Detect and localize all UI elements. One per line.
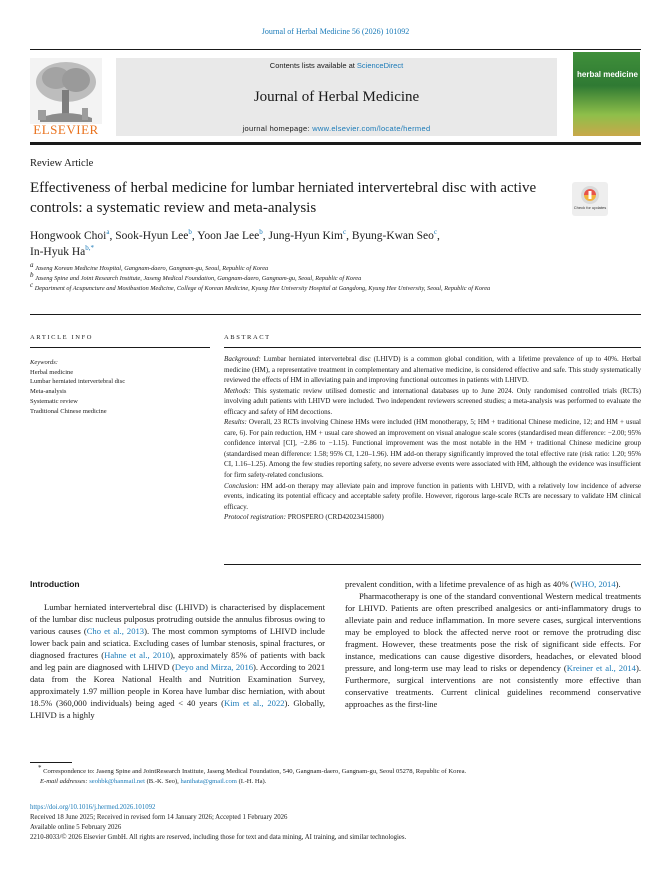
email-owner: (I.-H. Ha). xyxy=(238,777,267,785)
email-link[interactable]: hanihata@gmail.com xyxy=(180,777,237,785)
email-label: E-mail addresses: xyxy=(40,777,88,785)
affiliation-marker: c xyxy=(30,280,34,289)
email-link[interactable]: seohbk@hanmail.net xyxy=(89,777,145,785)
keywords-label: Keywords: xyxy=(30,359,58,366)
contents-line xyxy=(116,61,557,70)
cover-title: herbal medicine xyxy=(577,70,638,79)
keyword-item: Herbal medicine xyxy=(30,368,74,376)
body-text: Lumbar herniated intervertebral disc (LHIVD) is characterised by displacement of the lumbar disc nucleus pulposus protruding outside the annulus fibrosus owing to various causes ( xyxy=(30,602,325,637)
article-title: Effectiveness of herbal medicine for lumbar herniated intervertebral disc with active controls: a systematic review and meta-analysis xyxy=(30,180,537,216)
affiliation-list xyxy=(30,260,570,294)
author-name[interactable]: In-Hyuk Ha xyxy=(30,245,86,258)
journal-homepage-link[interactable]: www.elsevier.com/locate/hermed xyxy=(312,124,431,133)
affiliation-marker: a xyxy=(30,260,34,269)
correspondence-footnote xyxy=(30,763,641,786)
affiliation-text: Department of Acupuncture and Moxibustion Medicine, College of Korean Medicine, Kyung Hee University Hospital at Gangdong, Kyung Hee University, Seoul, Republic of Korea xyxy=(34,285,491,292)
abstract-section-label: Results: xyxy=(224,418,247,427)
correspondence-line xyxy=(30,763,641,777)
journal-cover-image[interactable] xyxy=(573,52,640,136)
body-column-left xyxy=(30,601,325,721)
body-text: prevalent condition, with a lifetime prevalence of as high as 40% ( xyxy=(345,579,574,589)
affiliation-divider xyxy=(30,314,641,315)
publication-metadata xyxy=(30,803,641,843)
author-name[interactable]: Hongwook Choi xyxy=(30,230,107,242)
affiliation-text: Jaseng Korean Medicine Hospital, Gangnam-daero, Gangnam-gu, Seoul, Republic of Korea xyxy=(35,265,269,272)
citation-link[interactable]: WHO, 2014 xyxy=(573,579,616,589)
body-text: ). Globally, LHIVD is a highly xyxy=(30,698,325,721)
copyright-notice: 2210-8033/© 2026 Elsevier GmbH. All rights are reserved, including those for text and data mining, AI training, and similar technologies. xyxy=(30,834,407,841)
homepage-prefix: journal homepage: xyxy=(242,124,313,133)
body-text: ). According to 2021 data from the Korea National Health and Nutrition Examination Survey, approximately 1.97 million people in Korea have lumbar disc herniation, with about 18.5% (360,000 individuals) being aged < 40 years ( xyxy=(30,662,326,709)
citation-link[interactable]: Deyo and Mirza, 2016 xyxy=(174,662,254,673)
body-text: ), approximately 85% of patients with back and leg pain are diagnosed with LHIVD ( xyxy=(30,650,326,673)
homepage-line xyxy=(116,124,557,133)
abstract-results xyxy=(224,417,641,480)
intro-paragraph-1 xyxy=(30,601,325,721)
abstract-section-text: Overall, 23 RCTs involving Chinese HMs were included (HM monotherapy, 5; HM + traditional Chinese medicine, 12; and HM + usual care, 6). For pain reduction, HM + usual care showed an improvement on visual analogue scale scores (standardised mean difference: −2.00; 95% confidence interval [CI], −2.86 to −1.15). Functional improvement was the most notable in the HM + traditional Chinese medicine group (standardised mean difference: 1.58; 95% CI, 1.20–1.96). HM add-on therapy significantly improved the total effective rate (risk ratio: 1.20; 95% CI, 1.16–1.25). Among the few studies reporting safety, no severe adverse events were associated with HM, although the evidence was insufficient for firm safety-related conclusions. xyxy=(224,418,641,480)
body-text: ). xyxy=(615,579,621,589)
citation-link[interactable]: Hahne et al., 2010 xyxy=(104,650,171,661)
author-affil-sup[interactable]: b xyxy=(188,228,192,237)
footnote-marker: * xyxy=(38,763,42,772)
keyword-item: Meta-analysis xyxy=(30,388,67,396)
crossmark-label: Check for updates xyxy=(573,205,607,210)
citation-link[interactable]: Kreiner et al., 2014 xyxy=(566,663,636,674)
abstract-methods xyxy=(224,386,641,418)
abstract-end-divider xyxy=(224,564,641,565)
affiliation-item xyxy=(30,270,570,284)
author-affil-sup[interactable]: a xyxy=(106,228,110,237)
author-name[interactable]: Jung-Hyun Kim xyxy=(268,230,343,242)
body-text: ). The most common symptoms of LHIVD include lower back pain and sciatica. Excluding cases of lumbar stenosis, spinal fractures, or diagnosed fractures ( xyxy=(30,626,325,661)
citation-link[interactable]: Cho et al., 2013 xyxy=(86,626,145,637)
author-list: Hongwook Choi$^a$, Sook-Hyun Lee$^b$, Yoon Jae Lee$^b$, Jung-Hyun Kim$^c$, Byung-Kwan Seo$^c$, In-Hyuk $Ha^{b,*}$ xyxy=(30,228,440,258)
intro-paragraph-2 xyxy=(345,590,641,710)
contents-prefix: Contents lists available at xyxy=(269,61,357,70)
elsevier-wordmark: ELSEVIER xyxy=(33,122,99,137)
article-type: Review Article xyxy=(30,158,94,169)
article-info-heading: ARTICLE INFO xyxy=(30,334,94,341)
footnote-divider xyxy=(30,762,72,763)
keyword-item: Traditional Chinese medicine xyxy=(30,407,107,415)
author-affil-sup[interactable]: c xyxy=(433,228,438,237)
article-info-divider xyxy=(30,347,210,348)
author-name[interactable]: Byung-Kwan Seo xyxy=(351,230,434,242)
crossmark-icon xyxy=(572,182,608,216)
journal-reference-link[interactable]: Journal of Herbal Medicine 56 (2026) 101092 xyxy=(261,27,410,36)
abstract-background xyxy=(224,354,641,386)
abstract-section-text: Lumbar herniated intervertebral disc (LHIVD) is a common global condition, with a lifetime prevalence of up to 40%. Herbal medicine (HM), a representative treatment in complementary and alternative medicine, is considered effective and safe. This study systematically reviewed the effects of HM in alleviating pain and improving functional outcomes in patients with LHIVD. xyxy=(224,355,641,385)
sciencedirect-link[interactable]: ScienceDirect xyxy=(356,61,404,70)
abstract-section-text: PROSPERO (CRD42023415800) xyxy=(287,513,384,522)
abstract-section-text: This systematic review utilised domestic and international databases up to June 2024. Only randomised controlled trials (RCTs) involving adult patients with LHIVD were included. Two independent reviewers screened studies; a meta-analysis was performed to evaluate the efficacy and safety of HM decoctions. xyxy=(224,386,641,416)
correspondence-text: Correspondence to: Jaseng Spine and JointResearch Institute, Jaseng Medical Foundation, 540, Gangnam-daero, Gangnam-gu, Seoul 05278, Republic of Korea. xyxy=(43,768,467,775)
citation-link[interactable]: Kim et al., 2022 xyxy=(224,698,285,709)
keyword-item: Lumbar herniated intervertebral disc xyxy=(30,378,126,386)
abstract-section-label: Methods: xyxy=(224,386,251,395)
abstract-section-text: HM add-on therapy may alleviate pain and improve function in patients with LHIVD, with a relatively low incidence of adverse events, indicating its potential efficacy and acceptable safety profile. However, rigorous large-scale RCTs are necessary to validate HM clinical efficacy. xyxy=(224,481,641,511)
email-line xyxy=(30,777,641,787)
introduction-heading: Introduction xyxy=(30,579,80,589)
abstract-section-label: Protocol registration: xyxy=(224,513,286,522)
affiliation-text: Jaseng Spine and Joint Research Institute, Jaseng Medical Foundation, Gangnam-daero, Gangnam-gu, Seoul, Republic of Korea xyxy=(35,275,362,282)
affiliation-item xyxy=(30,260,570,274)
journal-title: Journal of Herbal Medicine xyxy=(253,89,420,105)
check-for-updates-button[interactable] xyxy=(572,182,608,216)
author-affil-sup[interactable]: b xyxy=(259,228,263,237)
body-text: ). Furthermore, surgical interventions are not consistently more effective than conservative treatments. Current clinical guidelines recommend conservative approaches as the first-line xyxy=(345,663,641,710)
available-online: Available online 5 February 2026 xyxy=(30,824,122,831)
elsevier-logo[interactable] xyxy=(30,58,102,138)
abstract-conclusion xyxy=(224,481,641,513)
affiliation-item xyxy=(30,280,570,294)
abstract-heading: ABSTRACT xyxy=(224,334,271,341)
keywords-block xyxy=(30,358,210,416)
abstract-section-label: Conclusion: xyxy=(224,481,259,490)
author-affil-sup[interactable]: c xyxy=(342,228,347,237)
doi-link[interactable]: https://doi.org/10.1016/j.hermed.2026.101092 xyxy=(30,804,156,811)
author-name[interactable]: Yoon Jae Lee xyxy=(197,230,260,242)
keyword-item: Systematic review xyxy=(30,397,78,405)
email-owner: (B.-K. Seo), xyxy=(146,777,179,785)
abstract-section-label: Background: xyxy=(224,355,261,363)
body-column-right xyxy=(345,578,641,711)
abstract-divider xyxy=(224,347,641,348)
journal-header-box xyxy=(116,58,557,136)
affiliation-marker: b xyxy=(30,270,34,279)
body-text: Pharmacotherapy is one of the standard conventional Western medical treatments for LHIVD. Patients are often prescribed analgesics or anti-inflammatory drugs to alleviate pain and reduce inflammation. In more severe cases, surgical interventions may be employed to block the affected nerve root or remove the protruding disc fragment. However, these treatments pose the risk of significant side effects. For instance, medications can cause digestive disorders, headaches, or elevated blood pressure, and long-term use may lead to risks or dependency ( xyxy=(345,591,641,674)
abstract-body xyxy=(224,354,641,523)
abstract-registration xyxy=(224,512,641,523)
received-dates: Received 18 June 2025; Received in revised form 14 January 2026; Accepted 1 February 2026 xyxy=(30,814,288,821)
intro-paragraph-1-continued xyxy=(345,578,641,590)
header-divider xyxy=(30,49,641,50)
author-name[interactable]: Sook-Hyun Lee xyxy=(115,230,189,242)
header-thick-divider xyxy=(30,142,641,145)
author-affil-sup[interactable]: b,* xyxy=(85,243,94,252)
